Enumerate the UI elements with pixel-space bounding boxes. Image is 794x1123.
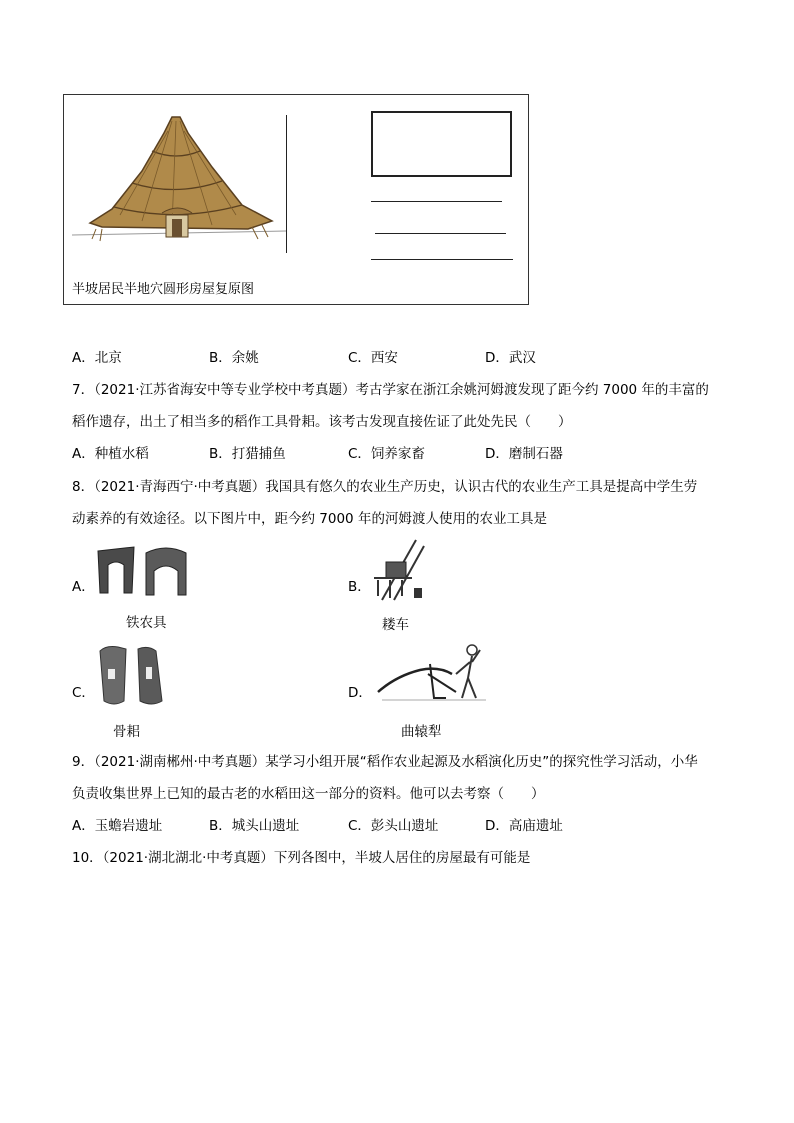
q6-option-d: D．武汉 — [485, 350, 536, 366]
q8-stem-line1: 8．（2021·青海西宁·中考真题）我国具有悠久的农业生产历史，认识古代的农业生产工具是提高中学生劳 — [72, 479, 698, 495]
q6-option-a: A．北京 — [72, 350, 122, 366]
q9-option-b: B．城头山遗址 — [209, 818, 300, 834]
q8-stem-line2: 动素养的有效途径。以下图片中，距今约 7000 年的河姆渡人使用的农业工具是 — [72, 511, 547, 527]
q7-option-d: D．磨制石器 — [485, 446, 563, 462]
q6-option-c: C．西安 — [348, 350, 398, 366]
q10-stem-line1: 10．（2021·湖北湖北·中考真题）下列各图中，半坡人居住的房屋最有可能是 — [72, 850, 531, 866]
address-line — [371, 201, 502, 202]
postcard-figure — [63, 94, 529, 305]
postcard-divider — [286, 115, 287, 253]
q8-option-b-caption: 耧车 — [382, 617, 409, 633]
q8-option-a-caption: 铁农具 — [126, 615, 167, 631]
q6-option-b: B．余姚 — [209, 350, 259, 366]
postcard-caption: 半坡居民半地穴圆形房屋复原图 — [72, 282, 255, 297]
q8-option-d-caption: 曲辕犁 — [401, 724, 442, 740]
q7-option-a: A．种植水稻 — [72, 446, 149, 462]
q7-stem-line2: 稻作遗存，出土了相当多的稻作工具骨耜。该考古发现直接佐证了此处先民（ ） — [72, 414, 572, 430]
q8-option-c-letter: C． — [72, 685, 95, 701]
iron-tools-icon — [96, 543, 190, 601]
curved-plough-icon — [376, 640, 492, 704]
q9-stem-line1: 9．（2021·湖南郴州·中考真题）某学习小组开展“稻作农业起源及水稻演化历史”的探究性学习活动，小华 — [72, 754, 698, 770]
q7-option-b: B．打猎捕鱼 — [209, 446, 286, 462]
q8-option-b-letter: B． — [348, 579, 371, 595]
q9-option-a: A．玉蟾岩遗址 — [72, 818, 163, 834]
q9-option-c: C．彭头山遗址 — [348, 818, 439, 834]
q7-option-c: C．饲养家畜 — [348, 446, 425, 462]
address-line — [371, 259, 513, 260]
stamp-box — [371, 111, 512, 177]
q8-option-a-letter: A． — [72, 579, 95, 595]
address-line — [375, 233, 506, 234]
q9-stem-line2: 负责收集世界上已知的最古老的水稻田这一部分的资料。他可以去考察（ ） — [72, 786, 545, 802]
bone-spade-icon — [96, 643, 166, 709]
seed-drill-icon — [372, 536, 432, 606]
q9-option-d: D．高庙遗址 — [485, 818, 563, 834]
q8-option-d-letter: D． — [348, 685, 372, 701]
q7-stem-line1: 7．（2021·江苏省海安中等专业学校中考真题）考古学家在浙江余姚河姆渡发现了距今约 7000 年的丰富的 — [72, 382, 709, 398]
q8-option-c-caption: 骨耜 — [113, 724, 140, 740]
thatched-hut-icon — [72, 111, 286, 261]
